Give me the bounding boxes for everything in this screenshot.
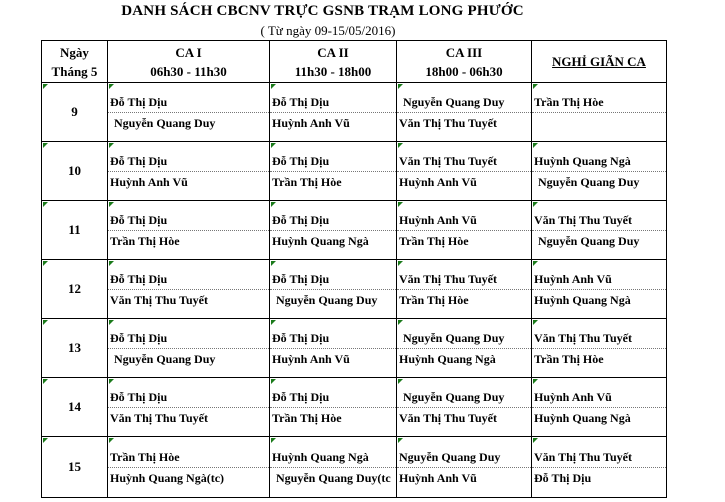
header-ca1 bbox=[108, 41, 270, 83]
staff-name: Đỗ Thị Dịu bbox=[534, 470, 592, 485]
page-subtitle: ( Từ ngày 09-15/05/2016) bbox=[260, 23, 396, 38]
header-month-label: Tháng 5 bbox=[51, 63, 98, 79]
ca3-cell bbox=[397, 142, 532, 201]
comment-marker bbox=[109, 84, 114, 89]
header-nghi-label: NGHỈ GIÃN CA bbox=[552, 54, 646, 69]
day-cell bbox=[42, 260, 108, 319]
comment-marker bbox=[271, 84, 276, 89]
comment-marker bbox=[109, 261, 114, 266]
staff-name: Đỗ Thị Dịu bbox=[270, 328, 396, 349]
staff-name: Đỗ Thị Dịu bbox=[108, 387, 269, 408]
staff-name: Nguyễn Quang Duy bbox=[397, 92, 531, 113]
staff-name: Huỳnh Anh Vũ bbox=[397, 210, 531, 231]
comment-marker bbox=[398, 438, 403, 443]
staff-name: Trần Thị Hòe bbox=[399, 292, 469, 307]
comment-marker bbox=[271, 320, 276, 325]
comment-marker bbox=[533, 379, 538, 384]
staff-name: Huỳnh Anh Vũ bbox=[399, 174, 477, 189]
staff-name: Trần Thị Hòe bbox=[272, 410, 342, 425]
staff-name: Huỳnh Anh Vũ bbox=[532, 269, 666, 290]
comment-marker bbox=[398, 261, 403, 266]
comment-marker bbox=[398, 84, 403, 89]
header-ca2-name: CA II bbox=[317, 44, 349, 60]
staff-name: Nguyễn Quang Duy bbox=[397, 447, 531, 468]
staff-name: Huỳnh Quang Ngà bbox=[534, 292, 631, 307]
day-cell bbox=[42, 378, 108, 437]
nghi-cell bbox=[532, 437, 667, 498]
ca2-cell bbox=[270, 437, 397, 498]
table-row bbox=[42, 83, 667, 142]
nghi-cell bbox=[532, 201, 667, 260]
staff-name: Văn Thị Thu Tuyết bbox=[399, 115, 497, 130]
day-cell bbox=[42, 319, 108, 378]
comment-marker bbox=[533, 84, 538, 89]
staff-name: Trần Thị Hòe bbox=[108, 447, 269, 468]
staff-name: Huỳnh Quang Ngà bbox=[270, 447, 396, 468]
ca2-cell bbox=[270, 378, 397, 437]
day-number: 15 bbox=[68, 459, 81, 474]
comment-marker bbox=[533, 320, 538, 325]
comment-marker bbox=[533, 202, 538, 207]
comment-marker bbox=[271, 379, 276, 384]
comment-marker bbox=[533, 143, 538, 148]
header-ca2 bbox=[270, 41, 397, 83]
staff-name: Đỗ Thị Dịu bbox=[270, 387, 396, 408]
ca1-cell bbox=[108, 142, 270, 201]
header-day-label: Ngày bbox=[60, 44, 89, 60]
nghi-cell bbox=[532, 378, 667, 437]
ca3-cell bbox=[397, 201, 532, 260]
staff-name: Đỗ Thị Dịu bbox=[108, 269, 269, 290]
table-row bbox=[42, 260, 667, 319]
comment-marker bbox=[43, 143, 48, 148]
staff-name: Văn Thị Thu Tuyết bbox=[399, 410, 497, 425]
schedule-body bbox=[42, 83, 667, 498]
staff-name: Nguyễn Quang Duy bbox=[276, 292, 378, 307]
staff-name: Huỳnh Quang Ngà(tc) bbox=[110, 470, 225, 485]
comment-marker bbox=[43, 84, 48, 89]
staff-name: Văn Thị Thu Tuyết bbox=[397, 269, 531, 290]
staff-name: Văn Thị Thu Tuyết bbox=[397, 151, 531, 172]
ca3-cell bbox=[397, 378, 532, 437]
staff-name: Đỗ Thị Dịu bbox=[270, 92, 396, 113]
ca3-cell bbox=[397, 437, 532, 498]
header-ca3-name: CA III bbox=[445, 44, 483, 60]
comment-marker bbox=[398, 320, 403, 325]
page-title: DANH SÁCH CBCNV TRỰC GSNB TRẠM LONG PHƯỚC bbox=[121, 3, 524, 19]
ca1-cell bbox=[108, 319, 270, 378]
day-number: 9 bbox=[71, 104, 78, 119]
comment-marker bbox=[271, 438, 276, 443]
ca2-cell bbox=[270, 83, 397, 142]
comment-marker bbox=[43, 438, 48, 443]
staff-name: Huỳnh Quang Ngà bbox=[534, 410, 631, 425]
staff-name: Đỗ Thị Dịu bbox=[270, 210, 396, 231]
staff-name: Huỳnh Anh Vũ bbox=[110, 174, 188, 189]
day-number: 12 bbox=[68, 281, 81, 296]
staff-name: Văn Thị Thu Tuyết bbox=[110, 410, 208, 425]
table-row bbox=[42, 437, 667, 498]
day-number: 10 bbox=[68, 163, 81, 178]
comment-marker bbox=[109, 438, 114, 443]
comment-marker bbox=[398, 379, 403, 384]
day-number: 14 bbox=[68, 399, 81, 414]
header-ca1-time: 06h30 - 11h30 bbox=[150, 63, 227, 79]
staff-name: Đỗ Thị Dịu bbox=[108, 210, 269, 231]
ca1-cell bbox=[108, 201, 270, 260]
staff-name: Đỗ Thị Dịu bbox=[270, 269, 396, 290]
staff-name: Trần Thị Hòe bbox=[534, 351, 604, 366]
comment-marker bbox=[43, 379, 48, 384]
comment-marker bbox=[109, 320, 114, 325]
staff-name: Trần Thị Hòe bbox=[110, 233, 180, 248]
staff-name: Đỗ Thị Dịu bbox=[270, 151, 396, 172]
comment-marker bbox=[109, 143, 114, 148]
comment-marker bbox=[271, 261, 276, 266]
staff-name: Trần Thị Hòe bbox=[272, 174, 342, 189]
comment-marker bbox=[398, 143, 403, 148]
ca3-cell bbox=[397, 83, 532, 142]
staff-name: Nguyễn Quang Duy bbox=[397, 328, 531, 349]
staff-name: Văn Thị Thu Tuyết bbox=[110, 292, 208, 307]
ca1-cell bbox=[108, 83, 270, 142]
comment-marker bbox=[43, 202, 48, 207]
ca3-cell bbox=[397, 319, 532, 378]
staff-name: Đỗ Thị Dịu bbox=[108, 328, 269, 349]
schedule-table bbox=[41, 40, 667, 498]
header-ca3 bbox=[397, 41, 532, 83]
nghi-cell bbox=[532, 319, 667, 378]
table-row bbox=[42, 319, 667, 378]
header-ca2-time: 11h30 - 18h00 bbox=[294, 63, 372, 79]
staff-name: Nguyễn Quang Duy bbox=[538, 174, 640, 189]
staff-name: Nguyễn Quang Duy bbox=[538, 233, 640, 248]
comment-marker bbox=[271, 143, 276, 148]
staff-name: Huỳnh Quang Ngà bbox=[272, 233, 369, 248]
staff-name: Nguyễn Quang Duy bbox=[114, 115, 216, 130]
comment-marker bbox=[43, 261, 48, 266]
day-number: 11 bbox=[68, 222, 81, 237]
staff-name: Nguyễn Quang Duy(tc bbox=[276, 470, 391, 485]
staff-name bbox=[532, 113, 666, 133]
nghi-cell bbox=[532, 260, 667, 319]
staff-name: Trần Thị Hòe bbox=[399, 233, 469, 248]
staff-name: Huỳnh Anh Vũ bbox=[272, 115, 350, 130]
staff-name: Huỳnh Anh Vũ bbox=[532, 387, 666, 408]
header-ca3-time: 18h00 - 06h30 bbox=[425, 63, 503, 79]
ca3-cell bbox=[397, 260, 532, 319]
header-ca1-name: CA I bbox=[175, 44, 202, 60]
ca1-cell bbox=[108, 437, 270, 498]
ca1-cell bbox=[108, 378, 270, 437]
staff-name: Văn Thị Thu Tuyết bbox=[532, 447, 666, 468]
day-cell bbox=[42, 83, 108, 142]
day-cell bbox=[42, 201, 108, 260]
staff-name: Đỗ Thị Dịu bbox=[108, 92, 269, 113]
comment-marker bbox=[271, 202, 276, 207]
ca2-cell bbox=[270, 201, 397, 260]
ca2-cell bbox=[270, 319, 397, 378]
ca2-cell bbox=[270, 142, 397, 201]
staff-name: Văn Thị Thu Tuyết bbox=[532, 328, 666, 349]
ca1-cell bbox=[108, 260, 270, 319]
comment-marker bbox=[398, 202, 403, 207]
staff-name: Huỳnh Anh Vũ bbox=[272, 351, 350, 366]
staff-name: Đỗ Thị Dịu bbox=[108, 151, 269, 172]
day-cell bbox=[42, 142, 108, 201]
ca2-cell bbox=[270, 260, 397, 319]
comment-marker bbox=[43, 320, 48, 325]
comment-marker bbox=[109, 379, 114, 384]
staff-name: Huỳnh Quang Ngà bbox=[532, 151, 666, 172]
table-row bbox=[42, 201, 667, 260]
comment-marker bbox=[533, 438, 538, 443]
comment-marker bbox=[109, 202, 114, 207]
day-number: 13 bbox=[68, 340, 81, 355]
header-day bbox=[42, 41, 108, 83]
table-row bbox=[42, 378, 667, 437]
staff-name: Nguyễn Quang Duy bbox=[114, 351, 216, 366]
comment-marker bbox=[533, 261, 538, 266]
staff-name: Huỳnh Anh Vũ bbox=[399, 470, 477, 485]
header-nghi bbox=[532, 41, 667, 83]
day-cell bbox=[42, 437, 108, 498]
staff-name: Trần Thị Hòe bbox=[532, 92, 666, 113]
staff-name: Huỳnh Quang Ngà bbox=[399, 351, 496, 366]
nghi-cell bbox=[532, 142, 667, 201]
staff-name: Nguyễn Quang Duy bbox=[397, 387, 531, 408]
staff-name: Văn Thị Thu Tuyết bbox=[532, 210, 666, 231]
table-row bbox=[42, 142, 667, 201]
header-row bbox=[42, 41, 667, 83]
nghi-cell bbox=[532, 83, 667, 142]
